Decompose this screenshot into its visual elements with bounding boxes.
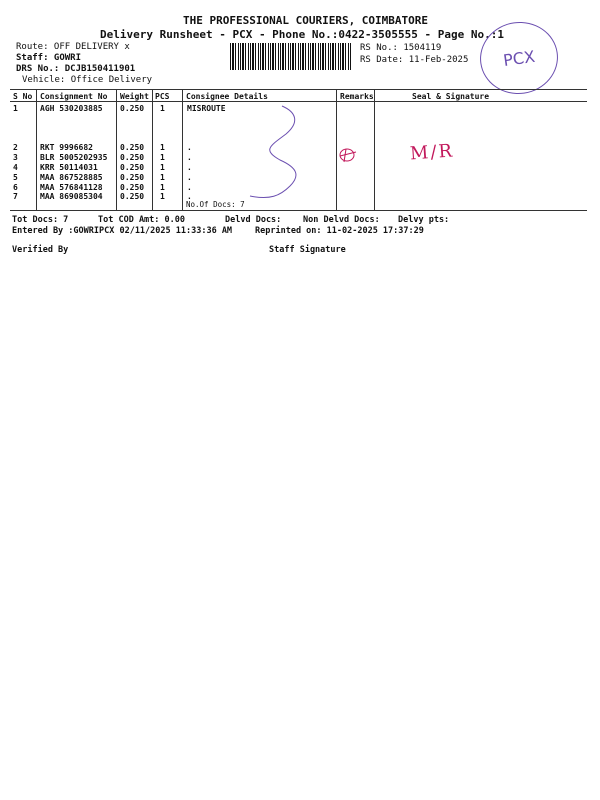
cell-weight: 0.250 [120, 163, 145, 172]
cell-pcs: 1 [160, 153, 165, 162]
non-delvd-docs: Non Delvd Docs: [303, 215, 380, 225]
cell-sno: 1 [13, 104, 18, 113]
cell-weight: 0.250 [120, 153, 145, 162]
staff-text: Staff: GOWRI [16, 53, 82, 63]
cell-pcs: 1 [160, 173, 165, 182]
reprinted-on: Reprinted on: 11-02-2025 17:37:29 [255, 226, 424, 236]
cell-sno: 3 [13, 153, 18, 162]
vehicle-text: Vehicle: Office Delivery [22, 75, 153, 85]
verified-by: Verified By [12, 245, 69, 255]
cell-pcs: 1 [160, 143, 165, 152]
handwritten-remark: M/R [409, 140, 455, 165]
cell-details: MISROUTE [187, 104, 226, 113]
cell-consignment: MAA 869085304 [40, 192, 103, 201]
cell-weight: 0.250 [120, 192, 145, 201]
rs-date: RS Date: 11-Feb-2025 [360, 55, 469, 65]
cell-details: . [187, 192, 192, 201]
cell-details: . [187, 173, 192, 182]
ink-circle-mark [340, 149, 356, 162]
cell-details: . [187, 163, 192, 172]
no-of-docs: No.Of Docs: 7 [186, 200, 245, 209]
cell-pcs: 1 [160, 183, 165, 192]
cell-consignment: RKT 9996682 [40, 143, 93, 152]
cell-sno: 5 [13, 173, 18, 182]
cell-pcs: 1 [160, 104, 165, 113]
cell-pcs: 1 [160, 163, 165, 172]
entered-by: Entered By :GOWRIPCX 02/11/2025 11:33:36 AM [12, 226, 233, 236]
cell-details: . [187, 183, 192, 192]
cell-details: . [187, 153, 192, 162]
company-title: THE PROFESSIONAL COURIERS, COIMBATORE [183, 14, 429, 27]
header-consignment: Consignment No [40, 92, 108, 101]
cell-consignment: AGH 530203885 [40, 104, 103, 113]
rs-number: RS No.: 1504119 [360, 43, 442, 53]
cell-consignment: BLR 5005202935 [40, 153, 108, 162]
runsheet-subtitle: Delivery Runsheet - PCX - Phone No.:0422-3505555 - Page No.:1 [100, 28, 504, 41]
cell-sno: 6 [13, 183, 18, 192]
pcx-stamp: PCX [475, 17, 562, 99]
cell-sno: 2 [13, 143, 18, 152]
header-sno: S No [13, 92, 33, 101]
cell-sno: 7 [13, 192, 18, 201]
drs-number: DRS No.: DCJB150411901 [16, 64, 136, 74]
cell-pcs: 1 [160, 192, 165, 201]
header-seal: Seal & Signature [412, 92, 490, 101]
cell-weight: 0.250 [120, 143, 145, 152]
tot-cod-amt: Tot COD Amt: 0.00 [98, 215, 185, 225]
header-weight: Weight [120, 92, 149, 101]
cell-consignment: MAA 867528885 [40, 173, 103, 182]
header-remarks: Remarks [340, 92, 374, 101]
cell-sno: 4 [13, 163, 18, 172]
cell-details: . [187, 143, 192, 152]
delvy-pts: Delvy pts: [398, 215, 450, 225]
route-text: Route: OFF DELIVERY x [16, 42, 130, 52]
cell-weight: 0.250 [120, 183, 145, 192]
pencil-scribble [250, 106, 296, 198]
tot-docs: Tot Docs: 7 [12, 215, 69, 225]
delvd-docs: Delvd Docs: [225, 215, 282, 225]
header-consignee: Consignee Details [186, 92, 268, 101]
cell-weight: 0.250 [120, 173, 145, 182]
staff-signature: Staff Signature [269, 245, 346, 255]
header-pcs: PCS [155, 92, 170, 101]
cell-consignment: KRR 50114031 [40, 163, 98, 172]
cell-weight: 0.250 [120, 104, 145, 113]
cell-consignment: MAA 576841128 [40, 183, 103, 192]
